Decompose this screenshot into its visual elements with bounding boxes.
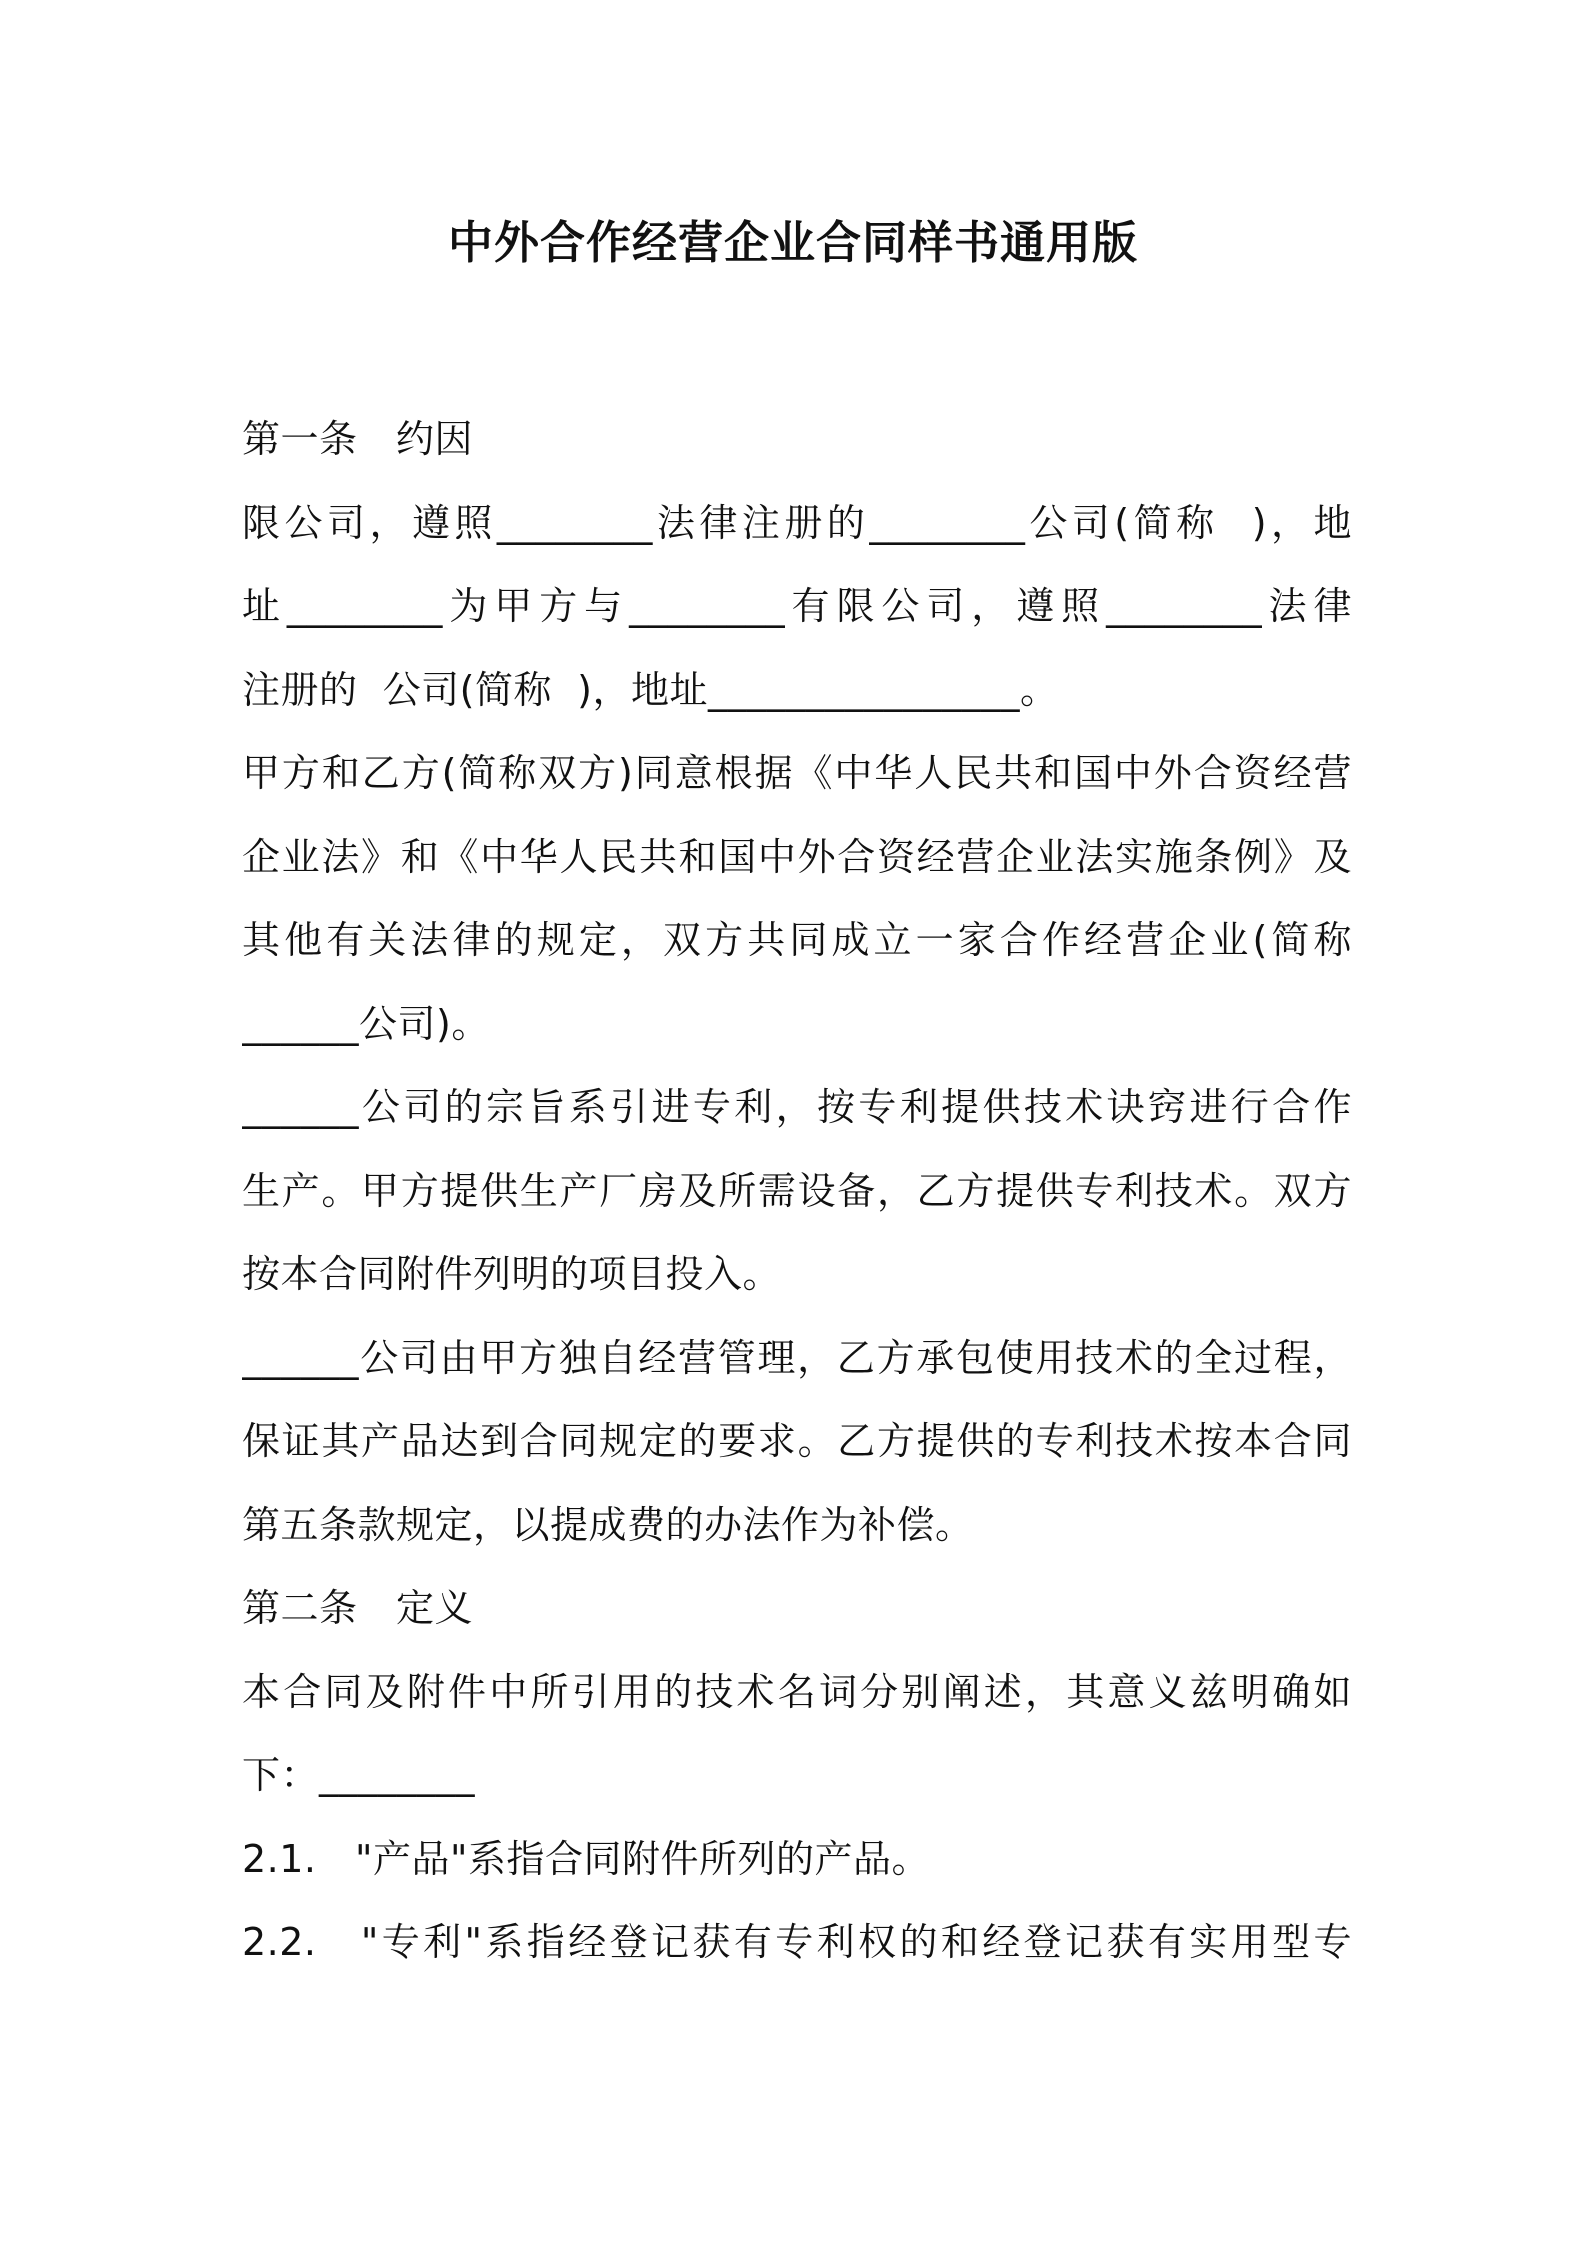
paragraph-line: 保证其产品达到合同规定的要求。乙方提供的专利技术按本合同 [242, 1419, 1352, 1463]
paragraph-line: 甲方和乙方(简称双方)同意根据《中华人民共和国中外合资经营 [242, 751, 1352, 795]
paragraph-line: 第五条款规定，以提成费的办法作为补偿。 [242, 1502, 974, 1547]
paragraph-line: 限公司，遵照________法律注册的________公司(简称 )，地 [242, 500, 1352, 545]
clause-2-2: 2.2. "专利"系指经登记获有专利权的和经登记获有实用型专 [242, 1920, 1352, 1964]
paragraph-line: ______公司的宗旨系引进专利，按专利提供技术诀窍进行合作 [242, 1085, 1352, 1129]
paragraph-line: 企业法》和《中华人民共和国中外合资经营企业法实施条例》及 [242, 834, 1352, 879]
paragraph-line: 生产。甲方提供生产厂房及所需设备，乙方提供专利技术。双方 [242, 1168, 1352, 1213]
document-body [242, 398, 1352, 1985]
paragraph-line: ______公司由甲方独自经营管理，乙方承包使用技术的全过程， [242, 1335, 1352, 1380]
paragraph-line: 按本合同附件列明的项目投入。 [242, 1252, 782, 1296]
paragraph-line: 注册的 公司(简称 )，地址________________。 [242, 667, 1059, 712]
clause-2-1: 2.1. "产品"系指合同附件所列的产品。 [242, 1836, 930, 1881]
paragraph-line: 其他有关法律的规定，双方共同成立一家合作经营企业(简称 [242, 918, 1352, 962]
document-title: 中外合作经营企业合同样书通用版 [447, 216, 1138, 269]
paragraph-line: 下：________ [242, 1753, 476, 1797]
article-1-heading: 第一条 约因 [242, 417, 474, 461]
article-2-heading: 第二条 定义 [242, 1586, 474, 1630]
paragraph-line: 本合同及附件中所引用的技术名词分别阐述，其意义兹明确如 [242, 1669, 1352, 1714]
paragraph-line: 址________为甲方与________有限公司，遵照________法律 [242, 584, 1352, 628]
paragraph-line: ______公司)。 [242, 1001, 490, 1046]
